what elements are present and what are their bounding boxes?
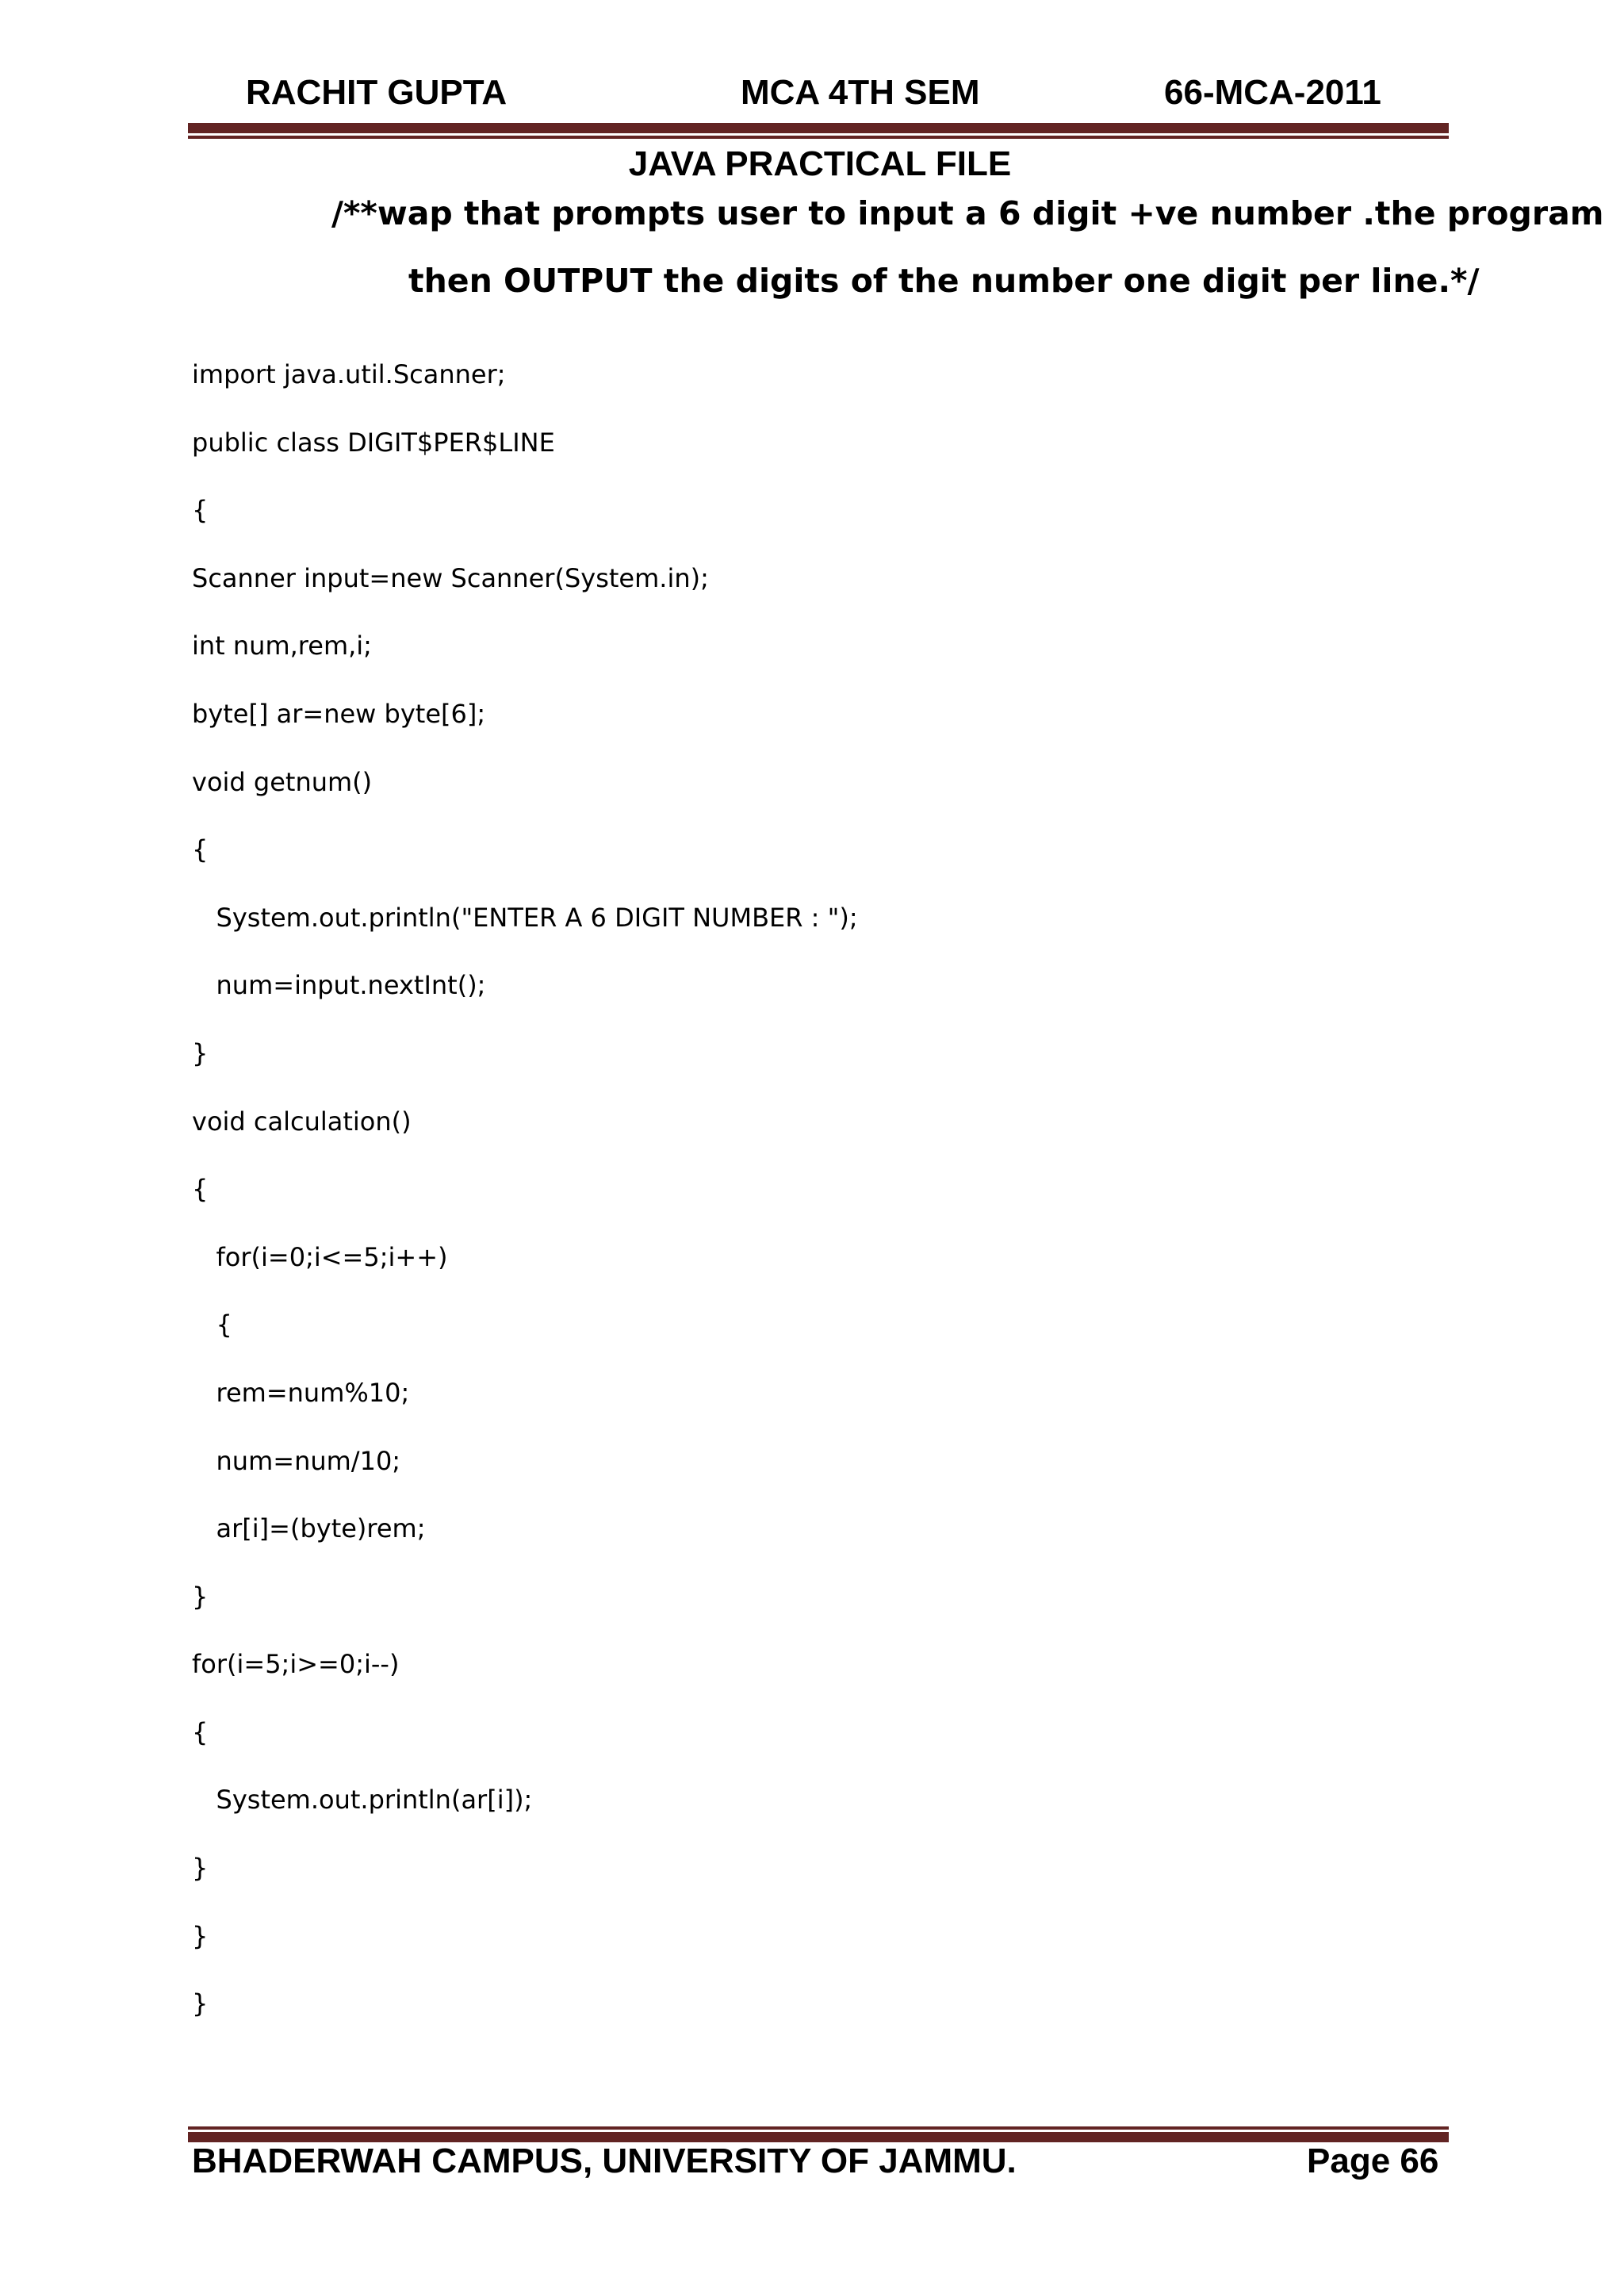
code-line: void getnum() bbox=[192, 766, 373, 797]
document-title: JAVA PRACTICAL FILE bbox=[628, 144, 1012, 183]
header-rule-thin bbox=[188, 136, 1449, 139]
code-line: } bbox=[192, 1581, 209, 1612]
code-line: for(i=5;i>=0;i--) bbox=[192, 1649, 400, 1680]
page-header bbox=[246, 73, 1396, 121]
code-line: { bbox=[192, 495, 209, 526]
code-line: } bbox=[192, 1853, 209, 1884]
code-line: { bbox=[192, 1174, 209, 1205]
code-line: byte[] ar=new byte[6]; bbox=[192, 698, 486, 729]
code-line: Scanner input=new Scanner(System.in); bbox=[192, 562, 709, 593]
course-label: MCA 4TH SEM bbox=[741, 73, 980, 112]
footer-rule-thin bbox=[188, 2126, 1449, 2130]
code-line: } bbox=[192, 1037, 209, 1068]
code-line: System.out.println("ENTER A 6 DIGIT NUMBER : "); bbox=[192, 902, 858, 933]
code-line: void calculation() bbox=[192, 1106, 412, 1137]
code-line: ar[i]=(byte)rem; bbox=[192, 1513, 426, 1544]
page-number: Page 66 bbox=[1307, 2142, 1439, 2180]
code-line: public class DIGIT$PER$LINE bbox=[192, 427, 555, 458]
code-line: { bbox=[192, 834, 209, 865]
code-line: for(i=0;i<=5;i++) bbox=[192, 1241, 448, 1272]
header-rule-thick bbox=[188, 123, 1449, 133]
program-comment-line-2: then OUTPUT the digits of the number one digit per line.*/ bbox=[408, 262, 1480, 300]
code-line: import java.util.Scanner; bbox=[192, 359, 506, 389]
code-line: System.out.println(ar[i]); bbox=[192, 1785, 533, 1816]
code-line: num=num/10; bbox=[192, 1445, 401, 1476]
code-line: } bbox=[192, 1920, 209, 1951]
program-comment-line-1: /**wap that prompts user to input a 6 digit +ve number .the program bbox=[331, 194, 1604, 232]
code-line: rem=num%10; bbox=[192, 1377, 410, 1408]
student-name: RACHIT GUPTA bbox=[246, 73, 508, 112]
code-listing bbox=[192, 359, 858, 2056]
code-line: } bbox=[192, 1988, 209, 2019]
roll-number: 66-MCA-2011 bbox=[1164, 73, 1381, 112]
code-line: { bbox=[192, 1309, 232, 1340]
code-line: int num,rem,i; bbox=[192, 631, 372, 661]
footer-institution: BHADERWAH CAMPUS, UNIVERSITY OF JAMMU. bbox=[192, 2142, 1017, 2180]
code-line: num=input.nextInt(); bbox=[192, 970, 486, 1001]
code-line: { bbox=[192, 1716, 209, 1747]
